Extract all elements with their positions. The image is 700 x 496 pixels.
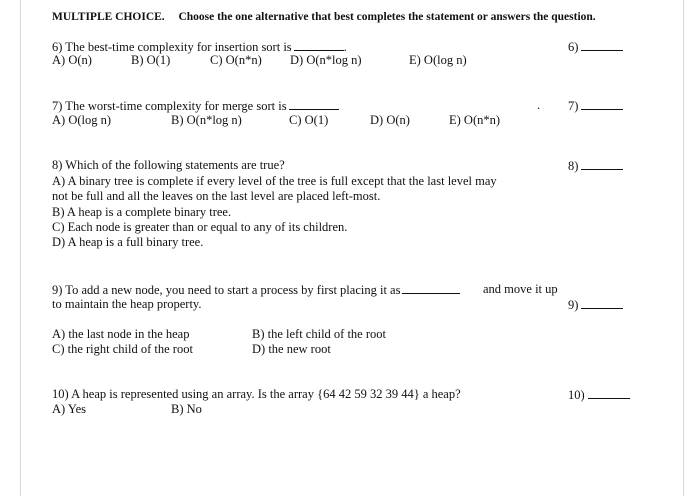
question-6-answer-label: 6) [568,40,579,54]
question-8-option-c: C) Each node is greater than or equal to any of its children. [52,220,348,234]
question-9-answer-line [581,297,623,309]
question-7-answer-label: 7) [568,99,579,113]
question-9-answer-slot [568,297,623,313]
question-7-answer-line [581,98,623,110]
question-7-option-b: B) O(n*log n) [171,113,242,127]
question-8-option-a-line1: A) A binary tree is complete if every level of the tree is full except that the last level may [52,174,497,188]
worksheet-page [20,0,684,496]
question-7-option-e: E) O(n*n) [449,113,501,127]
question-9-option-c: C) the right child of the root [52,342,193,356]
question-9-stem-line2: to maintain the heap property. [52,297,202,311]
question-6-option-a: A) O(n) [52,53,92,67]
section-instruction: Choose the one alternative that best completes the statement or answers the question. [178,11,596,23]
question-9-text [52,282,460,298]
question-8-answer-slot [568,158,623,174]
question-7-option-c: C) O(1) [289,113,329,127]
section-title: MULTIPLE CHOICE. [52,11,165,23]
question-10-answer-slot [568,387,630,403]
question-8-text: 8) Which of the following statements are true? [52,158,285,172]
question-8-answer-line [581,158,623,170]
question-7-dot: . [537,98,541,112]
question-9-stem-part1: 9) To add a new node, you need to start a process by first placing it as [52,283,401,297]
question-7-blank [289,98,339,110]
question-7-stem: 7) The worst-time complexity for merge sort is [52,99,287,113]
question-9-option-b: B) the left child of the root [252,327,386,341]
question-8-option-d: D) A heap is a full binary tree. [52,235,204,249]
question-6-option-d: D) O(n*log n) [290,53,362,67]
question-6-answer-slot [568,39,623,55]
question-7-answer-slot [568,98,623,114]
question-10-option-a: A) Yes [52,402,87,416]
question-10-answer-line [588,387,630,399]
question-9-answer-label: 9) [568,298,579,312]
question-7-option-a: A) O(log n) [52,113,112,127]
question-10-answer-label: 10) [568,388,585,402]
question-9-blank [402,282,460,294]
question-6-option-e: E) O(log n) [409,53,467,67]
question-8-option-a-line2: not be full and all the leaves on the last level are placed left-most. [52,189,381,203]
question-6-blank [294,39,344,51]
question-9-option-d: D) the new root [252,342,331,356]
question-8-answer-label: 8) [568,159,579,173]
question-9-stem-part2: and move it up [483,282,558,296]
section-header [52,10,596,25]
question-6-stem: 6) The best-time complexity for insertion sort is [52,40,292,54]
question-10-option-b: B) No [171,402,202,416]
question-8-option-b: B) A heap is a complete binary tree. [52,205,232,219]
question-9-option-a: A) the last node in the heap [52,327,190,341]
question-7-option-d: D) O(n) [370,113,410,127]
question-6-option-b: B) O(1) [131,53,171,67]
question-10-text: 10) A heap is represented using an array. Is the array {64 42 59 32 39 44} a heap? [52,387,461,401]
question-6-option-c: C) O(n*n) [210,53,262,67]
question-6-answer-line [581,39,623,51]
question-7-text [52,98,339,114]
question-6-text: 6) The best-time complexity for insertion sort is . [52,40,347,54]
